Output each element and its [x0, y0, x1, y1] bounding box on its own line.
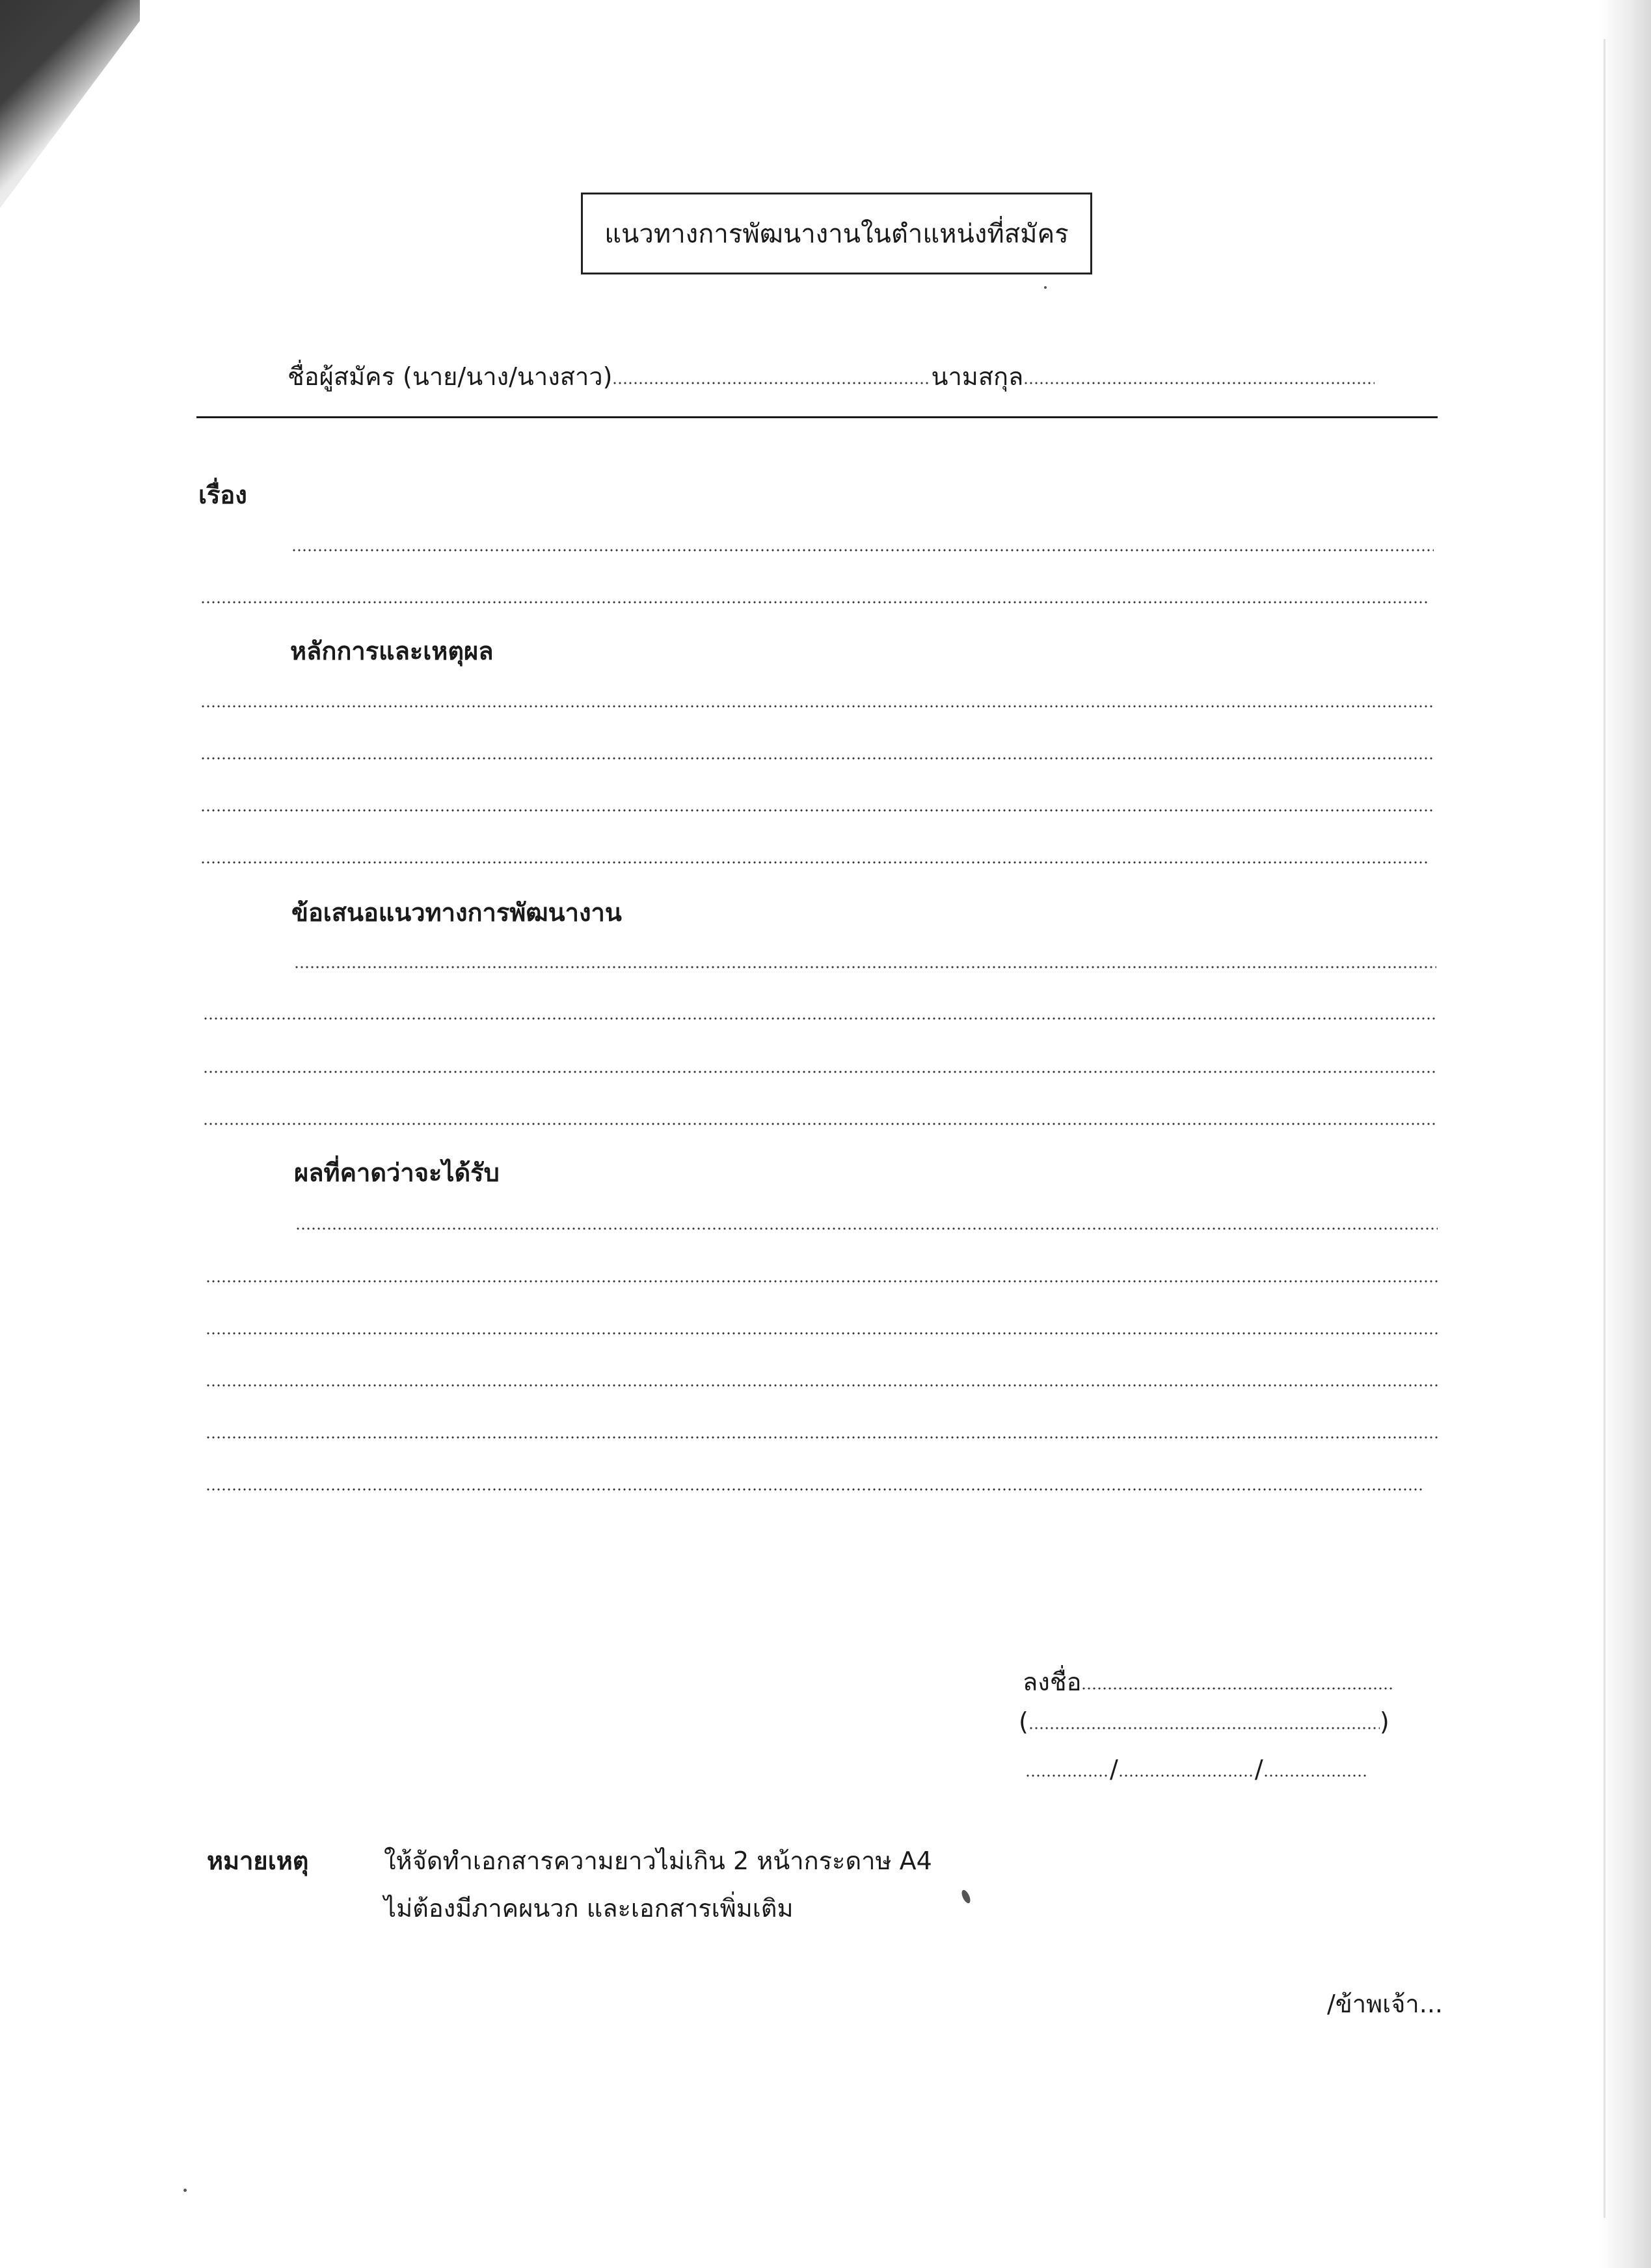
signature-label: ลงชื่อ	[1023, 1668, 1082, 1696]
signature-line	[1023, 1662, 1393, 1701]
surname-field[interactable]	[1023, 381, 1375, 385]
subject-line-2[interactable]	[200, 600, 1427, 604]
note-line-1: ให้จัดทำเอกสารความยาวไม่เกิน 2 หน้ากระดาษ A4	[384, 1847, 932, 1875]
note-line-2: ไม่ต้องมีภาคผนวก และเอกสารเพิ่มเติม	[384, 1894, 794, 1923]
principles-line-2[interactable]	[200, 756, 1434, 760]
scan-edge-line	[1604, 39, 1605, 2218]
proposal-line-2[interactable]	[203, 1017, 1436, 1021]
applicant-label: ชื่อผู้สมัคร (นาย/นาง/นางสาว)	[288, 362, 613, 391]
expected-line-2[interactable]	[206, 1279, 1438, 1283]
close-paren: )	[1379, 1707, 1389, 1736]
open-paren: (	[1019, 1707, 1028, 1736]
expected-line-6[interactable]	[206, 1488, 1425, 1491]
note-label: หมายเหตุ	[207, 1847, 309, 1875]
date-slash-2: /	[1254, 1755, 1263, 1783]
proposal-line-1[interactable]	[294, 965, 1436, 969]
applicant-line	[288, 356, 1375, 396]
proposal-line-4[interactable]	[203, 1122, 1436, 1126]
principles-line-4[interactable]	[200, 861, 1427, 864]
expected-line-1[interactable]	[295, 1227, 1438, 1231]
date-month-field[interactable]	[1118, 1774, 1255, 1778]
expected-line-4[interactable]	[206, 1383, 1438, 1387]
scan-corner-fold	[0, 0, 140, 208]
header-rule	[196, 416, 1438, 418]
surname-label: นามสกุล	[931, 362, 1024, 391]
section-expected-heading: ผลที่คาดว่าจะได้รับ	[294, 1158, 500, 1187]
date-line	[1025, 1755, 1367, 1783]
scan-edge-shadow	[1599, 0, 1651, 2268]
applicant-name-field[interactable]	[612, 381, 931, 385]
signature-field[interactable]	[1081, 1687, 1393, 1690]
subject-line-1[interactable]	[291, 548, 1434, 552]
expected-line-3[interactable]	[206, 1331, 1438, 1335]
section-subject-heading: เรื่อง	[198, 481, 247, 509]
scan-speck	[1044, 286, 1047, 289]
scan-speck	[183, 2189, 187, 2192]
printed-name-field[interactable]	[1028, 1726, 1380, 1730]
proposal-line-3[interactable]	[203, 1070, 1436, 1074]
signature-name-line	[1019, 1707, 1389, 1736]
expected-line-5[interactable]	[206, 1435, 1438, 1439]
scan-speck	[960, 1889, 972, 1904]
continuation-text: /ข้าพเจ้า...	[1327, 1990, 1443, 2018]
section-principles-heading: หลักการและเหตุผล	[290, 637, 494, 665]
date-day-field[interactable]	[1025, 1774, 1110, 1778]
form-title: แนวทางการพัฒนางานในตำแหน่งที่สมัคร	[581, 193, 1092, 274]
principles-line-3[interactable]	[200, 808, 1434, 812]
date-year-field[interactable]	[1263, 1774, 1367, 1778]
date-slash-1: /	[1110, 1755, 1118, 1783]
principles-line-1[interactable]	[200, 704, 1434, 708]
section-proposal-heading: ข้อเสนอแนวทางการพัฒนางาน	[291, 898, 622, 927]
